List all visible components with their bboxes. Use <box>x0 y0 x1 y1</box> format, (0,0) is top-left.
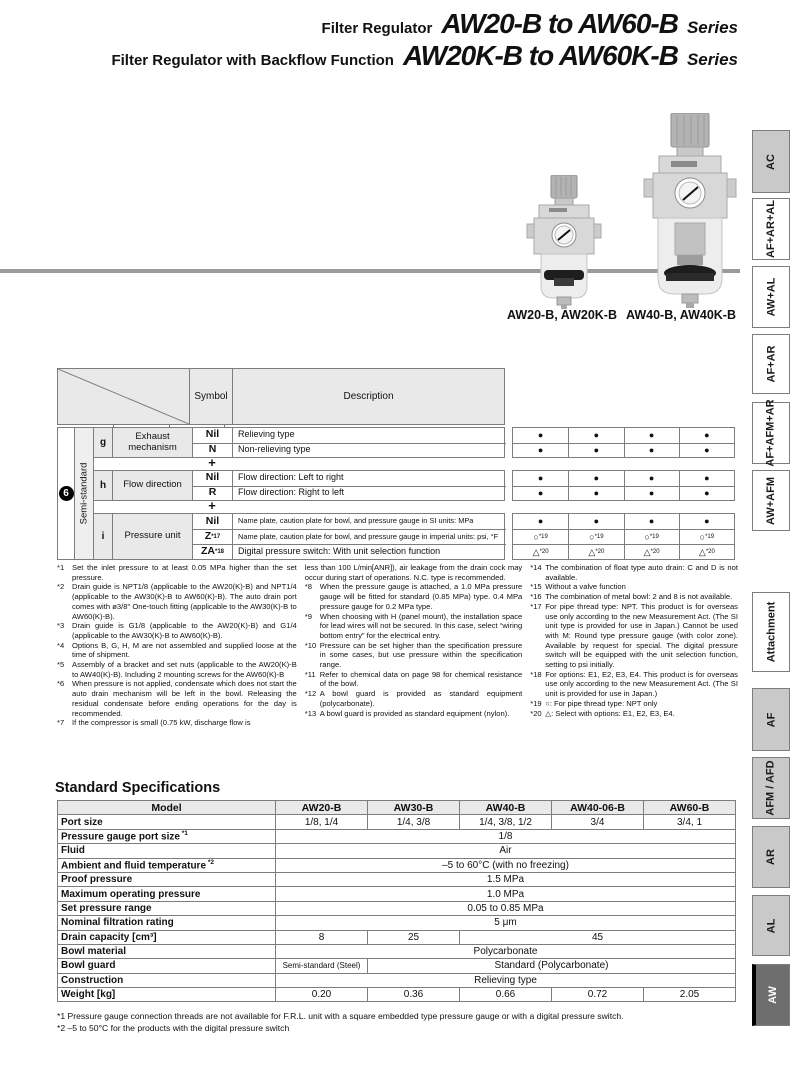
spec-header-row <box>58 801 736 815</box>
footnote-text: A bowl guard is provided as standard equipment (nylon). <box>319 708 510 718</box>
footnote-text: ○: For pipe thread type: NPT only <box>545 698 658 708</box>
sidebar-tab-label: AF+AR <box>765 345 778 383</box>
description-cell: Relieving type <box>238 429 295 440</box>
footnote-item <box>57 660 297 679</box>
symbol-cell: Z *17 <box>193 529 233 544</box>
footnote-item <box>305 709 522 719</box>
option-group-g <box>93 427 505 458</box>
sidebar-tab-af-afm-ar <box>752 399 790 467</box>
availability-mark: ● <box>568 471 623 486</box>
product-image-aw20 <box>524 175 604 309</box>
footnote-item <box>57 641 297 660</box>
footnote-text: For options: E1, E2, E3, E4. This product is for overseas use only according to the new Measurement Act. (The SI unit is provided for use in Japan.) <box>545 669 738 699</box>
spec-row <box>58 815 736 829</box>
availability-mark: ● <box>568 486 623 501</box>
plus-separator: + <box>208 498 216 513</box>
footnote-number: *2 <box>57 582 65 592</box>
divider-rule <box>0 269 740 273</box>
footnote-number: *4 <box>57 640 65 650</box>
spec-row <box>58 872 736 886</box>
spec-label-footnote-ref: *1 <box>179 830 188 838</box>
footnote-text: When pressure is not applied, condensate which does not start the auto drain mechanism will be left in the bowl. Releasing the residual condensate before ending operations for the day is recommended. <box>72 679 297 718</box>
sidebar-tab-al <box>752 895 790 956</box>
spec-row-label: Proof pressure <box>58 872 276 886</box>
availability-mark: ● <box>679 428 734 443</box>
sidebar-tab-label: AF+AR+AL <box>765 199 777 259</box>
availability-mark: ○ *19 <box>624 529 679 544</box>
availability-mark: ● <box>568 514 623 529</box>
availability-mark: ○ *19 <box>513 529 568 544</box>
spec-heading: Standard Specifications <box>55 780 221 796</box>
group-name: Flow direction <box>113 471 193 500</box>
spec-footnote-1: *1 Pressure gauge connection threads are not available for F.R.L. unit with a square embedded type pressure gauge or with a digital pressure switch. <box>57 1011 624 1021</box>
sidebar-tab-af-ar <box>752 334 790 394</box>
spec-row-label: Ambient and fluid temperature $^{*2}$ <box>58 858 276 872</box>
spec-value-cell: 1/4, 3/8 <box>368 815 460 829</box>
spec-row <box>58 829 736 843</box>
footnote-number: *10 <box>304 640 317 650</box>
spec-row <box>58 988 736 1002</box>
group-letter: i <box>94 514 113 559</box>
spec-value-cell: 3/4, 1 <box>644 815 736 829</box>
product-image-aw40 <box>641 113 739 309</box>
sidebar-tab-label: AF+AFM+AR <box>765 399 778 467</box>
group-letter: g <box>94 428 113 457</box>
group-name: Exhaust mechanism <box>113 428 193 457</box>
sidebar-tab-label: AW <box>766 986 779 1004</box>
header-description: Description <box>232 368 505 425</box>
spec-row <box>58 973 736 987</box>
page-title-line2 <box>111 40 738 72</box>
spec-column-header: AW30-B <box>368 801 460 815</box>
footnote-number: *17 <box>530 601 542 611</box>
availability-mark: △ *20 <box>568 544 623 559</box>
footnote-number: *5 <box>57 660 65 670</box>
spec-value-cell: 3/4 <box>552 815 644 829</box>
description-cell: Flow direction: Right to left <box>233 486 506 501</box>
spec-row-label: Nominal filtration rating <box>58 916 276 930</box>
footnote-number: *20 <box>530 708 542 718</box>
footnote-item <box>305 670 522 689</box>
footnote-text: The combination of float type auto drain: C and D is not available. <box>545 563 738 582</box>
semi-standard-marker-cell <box>57 427 75 560</box>
footnotes <box>57 563 738 728</box>
availability-matrix-g <box>512 427 735 458</box>
availability-mark: ● <box>624 471 679 486</box>
spec-value-cell: 45 <box>460 930 736 944</box>
spec-row <box>58 959 736 973</box>
spec-value-cell: 0.36 <box>368 988 460 1002</box>
footnote-text: Pressure can be set higher than the specification pressure in some cases, but use pressure within the specification range. <box>319 640 523 670</box>
description-cell: Flow direction: Left to right <box>238 472 344 483</box>
sidebar-tab-aw-afm <box>752 470 790 531</box>
footnote-number: *18 <box>530 669 542 679</box>
footnote-number: *12 <box>304 689 317 699</box>
footnote-item <box>305 641 522 670</box>
spec-row-label: Bowl material <box>58 944 276 958</box>
sidebar-tab-ar <box>752 826 790 888</box>
spec-footnote-2: *2 –5 to 50°C for the products with the digital pressure switch <box>57 1022 290 1033</box>
footnote-item <box>530 582 738 592</box>
symbol-cell: Nil <box>193 428 233 443</box>
header-symbol: Symbol <box>189 368 233 425</box>
spec-column-header: AW20-B <box>276 801 368 815</box>
spec-value-cell: 0.72 <box>552 988 644 1002</box>
availability-mark: ○ *19 <box>679 529 734 544</box>
footnote-item <box>530 670 738 699</box>
option-group-i <box>93 513 505 560</box>
sidebar-tab-af <box>752 688 790 751</box>
footnote-text: When the pressure gauge is attached, a 1.0 MPa pressure gauge will be fitted for standard (0.85 MPa) type. 0.4 MPa pressure gauge for 0.2 MPa type. <box>319 582 523 611</box>
option-group-h <box>93 470 505 501</box>
circled-6-marker: 6 <box>59 486 74 501</box>
spec-row-label: Weight [kg] <box>58 988 276 1002</box>
availability-mark: ○ *19 <box>568 529 623 544</box>
footnote-text: Without a valve function <box>545 582 626 592</box>
spec-row-label: Fluid <box>58 844 276 858</box>
footnote-number: *15 <box>530 582 542 592</box>
footnote-item <box>305 582 522 611</box>
spec-value-cell: Polycarbonate <box>276 944 736 958</box>
sidebar-tab-label: AW+AL <box>765 277 777 317</box>
spec-value-cell: Relieving type <box>276 973 736 987</box>
footnote-number: *3 <box>57 621 65 631</box>
diagonal-line <box>58 369 189 424</box>
availability-mark: ● <box>537 472 544 483</box>
title1-model: AW20-B to AW60-B <box>441 8 678 39</box>
spec-value-cell: 0.20 <box>276 988 368 1002</box>
sidebar-tab-aw <box>752 964 790 1026</box>
availability-mark: ● <box>679 514 734 529</box>
footnote-number: *14 <box>530 563 542 572</box>
sidebar-tab-label: AW+AFM <box>765 476 778 525</box>
spec-value-cell: 2.05 <box>644 988 736 1002</box>
footnote-text: less than 100 L/min[ANR]), air leakage from the drain cock may occur during start of operations. N.C. type is recommended. <box>304 563 523 582</box>
footnotes-column-3 <box>530 563 738 728</box>
symbol-cell: N <box>193 443 233 458</box>
footnote-text: Drain guide is NPT1/8 (applicable to the AW20(K)-B) and NPT1/4 (applicable to the AW30(K)-B to AW60(K)-B). The auto drain port comes with ø3/8" One-touch fitting (applicable to the AW30(K)-B to AW60(K)-B). <box>72 582 297 621</box>
sidebar-tab-label: AFM / AFD <box>765 760 778 816</box>
footnote-number: *8 <box>304 582 312 592</box>
availability-mark: ● <box>624 443 679 458</box>
spec-value-cell: 5 μm <box>276 916 736 930</box>
spec-footnotes <box>57 1011 624 1034</box>
symbol-cell: Nil <box>193 514 233 529</box>
footnote-item <box>530 592 738 602</box>
footnote-item <box>305 563 522 582</box>
symbol-cell: Nil <box>193 471 233 486</box>
footnote-item <box>530 699 738 709</box>
spec-value-cell: 1/8 <box>276 829 736 843</box>
spec-row <box>58 858 736 872</box>
semi-standard-label: Semi-standard <box>78 462 90 525</box>
footnote-item <box>530 709 738 719</box>
spec-value-cell: 8 <box>276 930 368 944</box>
spec-value-cell: –5 to 60°C (with no freezing) <box>276 858 736 872</box>
footnote-item <box>57 621 297 640</box>
spec-row-label: Pressure gauge port size $^{*1}$ <box>58 829 276 843</box>
spec-row-label: Bowl guard <box>58 959 276 973</box>
footnotes-column-1 <box>57 563 297 728</box>
sidebar-tab-attachment <box>752 592 790 672</box>
sidebar-tab-label: AF <box>764 712 777 727</box>
footnote-number: *13 <box>304 708 317 718</box>
footnote-text: Refer to chemical data on page 98 for chemical resistance of the bowl. <box>319 669 523 689</box>
spec-row-label: Drain capacity [cm³] <box>58 930 276 944</box>
spec-value-cell: 1/8, 1/4 <box>276 815 368 829</box>
spec-column-header: AW40-06-B <box>552 801 644 815</box>
footnote-item <box>530 602 738 670</box>
header-diagonal-cell <box>57 368 190 425</box>
spec-column-header: AW60-B <box>644 801 736 815</box>
footnotes-column-2 <box>305 563 522 728</box>
footnote-number: *1 <box>57 563 65 572</box>
title1-series: Series <box>686 18 738 37</box>
description-cell: Name plate, caution plate for bowl, and pressure gauge in SI units: MPa <box>238 516 474 526</box>
footnote-item <box>530 563 738 582</box>
spec-row-label: Maximum operating pressure <box>58 887 276 901</box>
sidebar-tab-label: AR <box>764 849 777 865</box>
spec-row-label: Port size <box>58 815 276 829</box>
footnote-item <box>57 582 297 621</box>
spec-column-header: AW40-B <box>460 801 552 815</box>
spec-value-cell: 1.5 MPa <box>276 872 736 886</box>
sidebar-tab-af-ar-al <box>752 198 790 260</box>
availability-mark: ● <box>513 443 568 458</box>
spec-value-cell: 1.0 MPa <box>276 887 736 901</box>
spec-value-cell: Standard (Polycarbonate) <box>368 959 736 973</box>
symbol-cell: R <box>193 486 233 501</box>
spec-value-cell: 1/4, 3/8, 1/2 <box>460 815 552 829</box>
description-cell: Non-relieving type <box>233 443 506 458</box>
availability-mark: ● <box>624 486 679 501</box>
product-label-aw40: AW40-B, AW40K-B <box>626 308 736 322</box>
title2-prefix: Filter Regulator with Backflow Function <box>111 52 394 69</box>
title2-series: Series <box>686 50 738 69</box>
sidebar-tab-label: AC <box>764 153 777 170</box>
description-cell: Digital pressure switch: With unit selection function <box>233 544 506 559</box>
spec-value-cell: 0.05 to 0.85 MPa <box>276 901 736 915</box>
selection-table <box>57 368 735 564</box>
footnote-item <box>305 689 522 708</box>
spec-value-cell: Air <box>276 844 736 858</box>
footnote-text: Set the inlet pressure to at least 0.05 MPa higher than the set pressure. <box>72 563 297 582</box>
footnote-text: △: Select with options: E1, E2, E3, E4. <box>545 708 675 718</box>
spec-row <box>58 887 736 901</box>
sidebar-tab-label: AL <box>764 918 777 933</box>
page-title-line1 <box>322 8 738 40</box>
footnote-text: The combination of metal bowl: 2 and 8 is not available. <box>545 592 733 602</box>
sidebar-tab-label: Attachment <box>765 601 778 663</box>
title2-model: AW20K-B to AW60K-B <box>402 40 678 71</box>
symbol-cell: ZA *18 <box>193 544 233 559</box>
availability-mark: ● <box>537 429 544 440</box>
title1-prefix: Filter Regulator <box>321 20 433 37</box>
group-letter: h <box>94 471 113 500</box>
spec-row-label: Set pressure range <box>58 901 276 915</box>
spec-row <box>58 916 736 930</box>
footnote-text: Options B, G, H, M are not assembled and supplied loose at the time of shipment. <box>72 640 297 660</box>
spec-row <box>58 930 736 944</box>
availability-mark: ● <box>624 514 679 529</box>
footnote-item <box>57 718 297 728</box>
spec-label-footnote-ref: *2 <box>206 859 214 867</box>
availability-mark: △ *20 <box>513 544 568 559</box>
footnote-text: Assembly of a bracket and set nuts (applicable to the AW20(K)-B to AW40(K)-B). Including 2 mounting screws for the AW60(K)-B <box>72 660 297 679</box>
availability-mark: ● <box>679 443 734 458</box>
spec-value-cell: Semi-standard (Steel) <box>276 959 368 973</box>
availability-mark: ● <box>513 486 568 501</box>
group-name: Pressure unit <box>113 514 193 559</box>
spec-row <box>58 844 736 858</box>
availability-mark: ● <box>568 443 623 458</box>
sidebar-tab-afm-afd <box>752 757 790 819</box>
footnote-number: *7 <box>57 718 65 728</box>
spec-value-cell: 25 <box>368 930 460 944</box>
availability-mark: △ *20 <box>679 544 734 559</box>
footnote-text: For pipe thread type: NPT. This product is for overseas use only according to the new Measurement Act. (The SI unit type is provided for use in Japan.) Cannot be used with M: Round type pressure gauge (with color zone). Available by request for special. The digital pressure switch will be equipped with the unit selection function, setting to psi initially. <box>545 601 738 670</box>
availability-mark: ● <box>537 516 544 526</box>
availability-matrix-h <box>512 470 735 501</box>
footnote-item <box>305 612 522 641</box>
availability-mark: ● <box>679 471 734 486</box>
footnote-item <box>57 679 297 718</box>
plus-separator: + <box>208 455 216 470</box>
sidebar-tab-ac <box>752 130 790 193</box>
footnote-number: *19 <box>530 698 542 708</box>
footnote-text: A bowl guard is provided as standard equipment (polycarbonate). <box>319 689 523 708</box>
footnote-text: When choosing with H (panel mount), the installation space for lead wires will not be secured. In this case, select “wiring bottom entry” for the electrical entry. <box>319 611 523 640</box>
spec-row <box>58 901 736 915</box>
availability-mark: △ *20 <box>624 544 679 559</box>
spec-value-cell: 0.66 <box>460 988 552 1002</box>
semi-standard-rail <box>74 427 94 560</box>
spec-column-header: Model <box>58 801 276 815</box>
footnote-number: *9 <box>304 611 312 621</box>
description-cell: Name plate, caution plate for bowl, and pressure gauge in imperial units: psi, °F <box>233 529 506 544</box>
availability-mark: ● <box>679 486 734 501</box>
availability-mark: ● <box>624 428 679 443</box>
footnote-item <box>57 563 297 582</box>
footnote-number: *6 <box>57 679 65 689</box>
footnote-number: *16 <box>530 592 542 602</box>
footnote-number: *11 <box>304 669 316 679</box>
sidebar-tab-aw-al <box>752 266 790 328</box>
availability-matrix-i <box>512 513 735 560</box>
product-label-aw20: AW20-B, AW20K-B <box>507 308 617 322</box>
availability-mark: ● <box>568 428 623 443</box>
spec-row-label: Construction <box>58 973 276 987</box>
spec-table <box>57 800 736 1002</box>
footnote-text: If the compressor is small (0.75 kW, discharge flow is <box>72 718 251 728</box>
spec-row <box>58 944 736 958</box>
footnote-text: Drain guide is G1/8 (applicable to the AW20(K)-B) and G1/4 (applicable to the AW30(K)-B to AW60(K)-B). <box>72 621 297 640</box>
